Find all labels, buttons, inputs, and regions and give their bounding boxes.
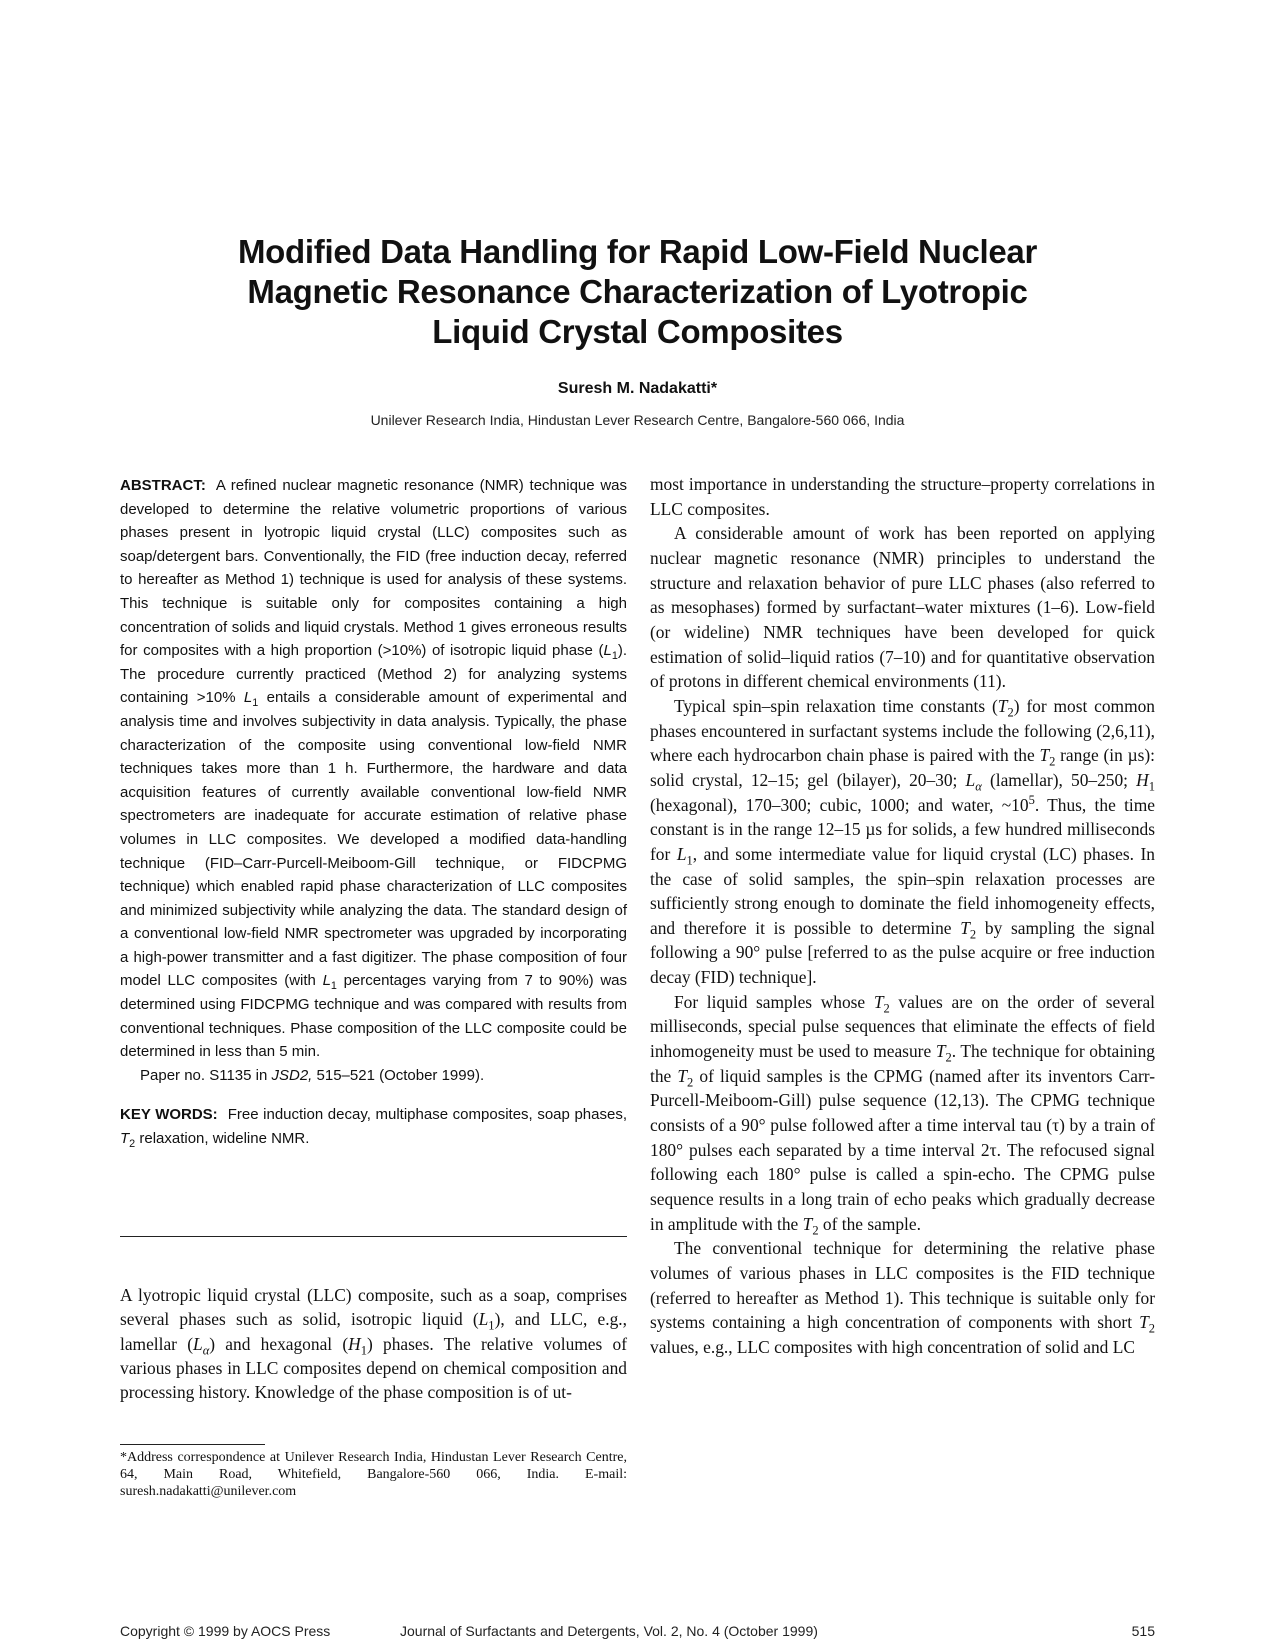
title-line: Modified Data Handling for Rapid Low-Field Nuclear xyxy=(237,233,1038,270)
abstract-divider xyxy=(120,1236,627,1237)
abstract-text: ABSTRACT: A refined nuclear magnetic resonance (NMR) technique was developed to determine the relative volumetric proportions of various phases present in lyotropic liquid crystal (LLC) composites such as soap/detergent bars. Conventionally, the FID (free induction decay, referred to hereafter as Method 1) technique is used for analysis of these systems. This technique is suitable only for composites containing a high concentration of solids and liquid crystals. Method 1 gives erroneous results for composites with a high proportion (>10%) of isotropic liquid phase $(L_1)$. The procedure currently practiced (Method 2) for analyzing systems containing >10% $L_1$ entails a considerable amount of experimental and analysis time and involves subjectivity in data analysis. Typically, the phase characterization of the composite using conventional low-field NMR techniques takes more than 1 h. Furthermore, the hardware and data acquisition features of currently available conventional low-field NMR spectrometers are inadequate for accurate estimation of relative phase volumes in LLC composites. We developed a modified data-handling technique (FID–Carr-Purcell-Meiboom-Gill technique, or FIDCPMG technique) which enabled rapid phase characterization of LLC composites and minimized subjectivity while analyzing the data. The standard design of a conventional low-field NMR spectrometer was upgraded by incorporating a high-power transmitter and a fast digitizer. The phase composition of four model LLC composites (with $L_1$ percentages varying from 7 to 90%) was determined using FIDCPMG technique and was compared with results from conventional techniques. Phase composition of the LLC composite could be determined in less than 5 min. xyxy=(120,477,628,1061)
author-name: Suresh M. Nadakatti* xyxy=(557,380,718,397)
author-affiliation: Unilever Research India, Hindustan Lever Research Centre, Bangalore-560 066, India xyxy=(370,412,905,428)
page-footer xyxy=(120,1623,1155,1643)
page-number: 515 xyxy=(1131,1623,1155,1639)
paper-number: Paper no. S1135 in JSD2, 515–521 (October 1999). xyxy=(140,1066,485,1084)
correspondence-footnote: *Address correspondence at Unilever Research India, Hindustan Lever Research Centre, 64, Main Road, Whitefield, Bangalore-560 066, India. E-mail: suresh.nadakatti@unilever.com xyxy=(120,1450,627,1499)
right-column xyxy=(650,472,1155,1360)
title-line: Magnetic Resonance Characterization of Lyotropic xyxy=(247,273,1028,310)
paragraph: For liquid samples whose $T_2$ values are on the order of several milliseconds, special pulse sequences that eliminate the effects of field inhomogeneity must be used to measure $T_2$. The technique for obtaining the $T_2$ of liquid samples is the CPMG (named after its inventors Carr-Purcell-Meiboom-Gill) pulse sequence (12,13). The CPMG technique consists of a 90° pulse followed after a time interval tau (τ) by a train of 180° pulses each separated by a time interval 2τ. The refocused signal following each 180° pulse is called a spin-echo. The CPMG pulse sequence results in a long train of echo peaks which gradually decrease in amplitude with the $T_2$ of the sample. xyxy=(650,991,1156,1238)
article-title xyxy=(150,232,1125,352)
footnote-divider xyxy=(120,1444,265,1445)
abstract-label: ABSTRACT: xyxy=(120,477,206,494)
abstract xyxy=(120,474,627,1151)
intro-paragraph: A lyotropic liquid crystal (LLC) composite, such as a soap, comprises several phases such as solid, isotropic liquid $(L_1)$, and LLC, e.g., lamellar $(L_\alpha)$ and hexagonal $(H_1)$ phases. The relative volumes of various phases in LLC composites depend on chemical composition and processing history. Knowledge of the phase composition is of ut- xyxy=(120,1285,628,1403)
paragraph: A considerable amount of work has been reported on applying nuclear magnetic resonance (NMR) principles to understand the structure and relaxation behavior of pure LLC phases (also referred to as mesophases) formed by surfactant–water mixtures (1–6). Low-field (or wideline) NMR techniques have been developed for quick estimation of solid–liquid ratios (7–10) and for quantitative observation of protons in different chemical environments (11). xyxy=(650,523,1155,692)
paragraph: most importance in understanding the structure–property correlations in LLC composites. xyxy=(650,474,1155,519)
journal-citation: Journal of Surfactants and Detergents, Vol. 2, No. 4 (October 1999) xyxy=(400,1623,818,1639)
paragraph: The conventional technique for determining the relative phase volumes of various phases in LLC composites is the FID technique (referred to hereafter as Method 1). This technique is suitable only for systems containing a high concentration of components with short $T_2$ values, e.g., LLC composites with high concentration of solid and LC xyxy=(650,1238,1155,1357)
keywords-label: KEY WORDS: xyxy=(120,1106,218,1124)
copyright-notice: Copyright © 1999 by AOCS Press xyxy=(120,1623,331,1639)
paragraph: Typical spin–spin relaxation time constants $(T_2)$ for most common phases encountered in surfactant systems include the following (2,6,11), where each hydrocarbon chain phase is paired with the $T_2$ range (in µs): solid crystal, 12–15; gel (bilayer), 20–30; $L_\alpha$ (lamellar), 50–250; $H_1$ (hexagonal), 170–300; cubic, 1000; and water, $\sim 10^5$. Thus, the time constant is in the range 12–15 µs for solids, a few hundred milliseconds for $L_1$, and some intermediate value for liquid crystal (LC) phases. In the case of solid samples, the spin–spin relaxation processes are sufficiently strong enough to dominate the field inhomogeneity effects, and therefore it is possible to determine $T_2$ by sampling the signal following a 90° pulse [referred to as the pulse acquire or free induction decay (FID) technique]. xyxy=(650,695,1155,988)
keywords: KEY WORDS: Free induction decay, multiphase composites, soap phases, $T_2$ relaxation, wideline NMR. xyxy=(120,1106,627,1151)
title-line: Liquid Crystal Composites xyxy=(432,313,843,350)
